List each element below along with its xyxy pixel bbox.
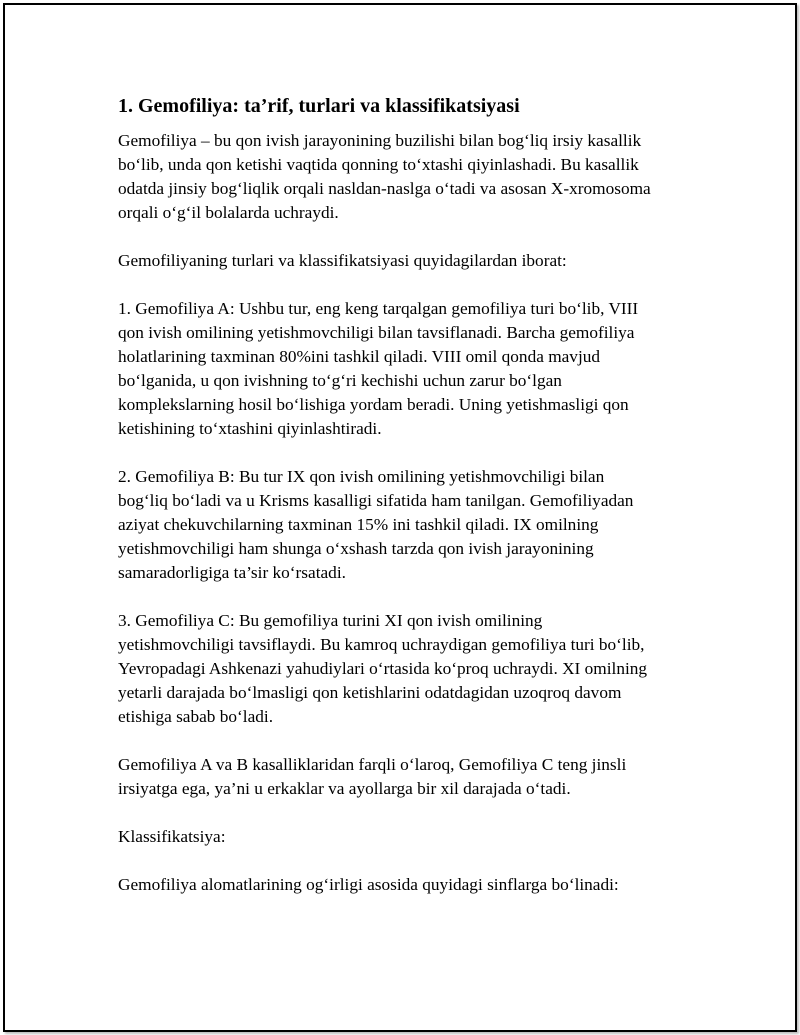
paragraph-definition [118,129,698,225]
text-line: bog‘liq bo‘ladi va u Krisms kasalligi sifatida ham tanilgan. Gemofiliyadan [118,491,634,510]
text-line: 1. Gemofiliya A: Ushbu tur, eng keng tarqalgan gemofiliya turi bo‘lib, VIII [118,299,639,318]
text-line: qon ivish omilining yetishmovchiligi bilan tavsiflanadi. Barcha gemofiliya [118,323,635,342]
text-line: 2. Gemofiliya B: Bu tur IX qon ivish omilining yetishmovchiligi bilan [118,467,605,486]
text-line: Gemofiliyaning turlari va klassifikatsiyasi quyidagilardan iborat: [118,251,567,270]
paragraph-hemophilia-a [118,297,698,441]
text-line: orqali o‘g‘il bolalarda uchraydi. [118,203,339,222]
text-line: odatda jinsiy bog‘liqlik orqali nasldan-naslga o‘tadi va asosan X-xromosoma [118,179,651,198]
text-line: Gemofiliya alomatlarining og‘irligi asosida quyidagi sinflarga bo‘linadi: [118,875,619,894]
text-line: Gemofiliya A va B kasalliklaridan farqli o‘laroq, Gemofiliya C teng jinsli [118,755,627,774]
text-line: ketishining to‘xtashini qiyinlashtiradi. [118,419,382,438]
text-line: 3. Gemofiliya C: Bu gemofiliya turini XI qon ivish omilining [118,611,543,630]
text-line: yetarli darajada bo‘lmasligi qon ketishlarini odatdagidan uzoqroq davom [118,683,622,702]
paragraph-classification-intro [118,873,698,897]
paragraph-hemophilia-c [118,609,698,729]
text-line: etishiga sabab bo‘ladi. [118,707,274,726]
section-heading: 1. Gemofiliya: ta’rif, turlari va klassifikatsiyasi [118,95,520,117]
text-line: yetishmovchiligi ham shunga o‘xshash tarzda qon ivish jarayonining [118,539,594,558]
text-line: aziyat chekuvchilarning taxminan 15% ini tashkil qiladi. IX omilning [118,515,599,534]
text-line: Yevropadagi Ashkenazi yahudiylari o‘rtasida ko‘proq uchraydi. XI omilning [118,659,648,678]
paragraph-comparison [118,753,698,801]
text-line: bo‘lib, unda qon ketishi vaqtida qonning to‘xtashi qiyinlashadi. Bu kasallik [118,155,639,174]
paragraph-hemophilia-b [118,465,698,585]
text-line: Gemofiliya – bu qon ivish jarayonining buzilishi bilan bog‘liq irsiy kasallik [118,131,642,150]
paragraph-classification-label [118,825,698,849]
text-line: holatlarining taxminan 80%ini tashkil qiladi. VIII omil qonda mavjud [118,347,601,366]
paragraph-types-intro [118,249,698,273]
text-line: bo‘lganida, u qon ivishning to‘g‘ri kechishi uchun zarur bo‘lgan [118,371,562,390]
text-line: irsiyatga ega, ya’ni u erkaklar va ayollarga bir xil darajada o‘tadi. [118,779,571,798]
text-line: yetishmovchiligi tavsiflaydi. Bu kamroq uchraydigan gemofiliya turi bo‘lib, [118,635,645,654]
text-line: komplekslarning hosil bo‘lishiga yordam beradi. Uning yetishmasligi qon [118,395,629,414]
text-line: samaradorligiga ta’sir ko‘rsatadi. [118,563,346,582]
text-line: Klassifikatsiya: [118,827,226,846]
document-body [118,92,698,921]
